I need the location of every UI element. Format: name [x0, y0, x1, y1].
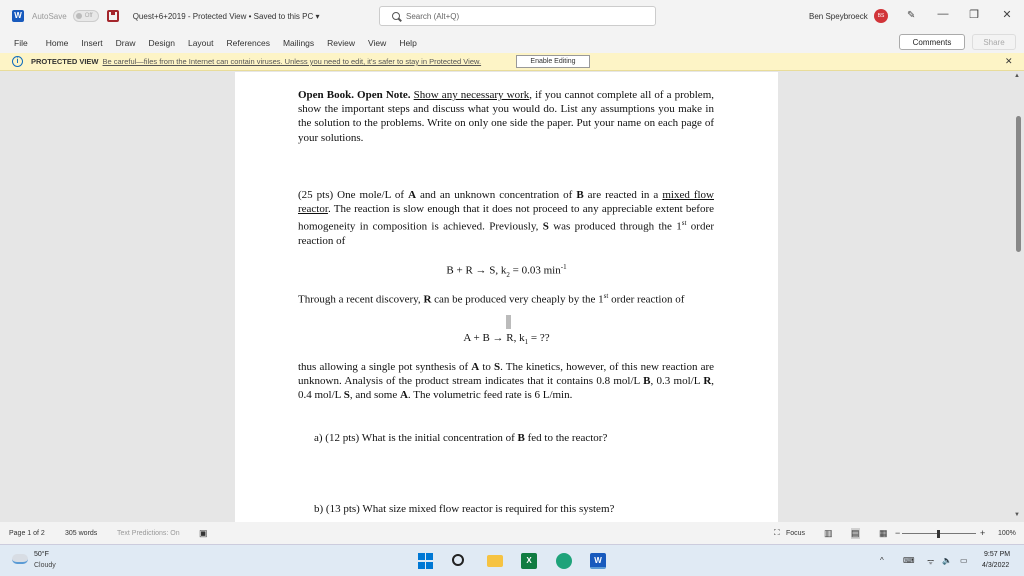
battery-icon[interactable]: ▭	[960, 556, 968, 565]
tab-home[interactable]: Home	[45, 37, 69, 48]
text-run: order reaction of	[608, 293, 685, 306]
text-run: are reacted in a	[583, 189, 663, 201]
tab-design[interactable]: Design	[148, 37, 175, 48]
question-a	[314, 431, 714, 445]
text-run: can be produced very cheaply by the 1	[431, 293, 604, 306]
taskbar	[0, 544, 1024, 576]
text-run: and an unknown concentration of	[416, 189, 577, 201]
avatar[interactable]: BS	[874, 9, 888, 23]
equation-2	[235, 331, 778, 349]
keyboard-icon[interactable]: ⌨	[903, 556, 915, 565]
comments-label: Comments	[912, 37, 952, 47]
subscript: 1	[524, 338, 529, 347]
scrollbar-thumb[interactable]	[1016, 116, 1021, 252]
superscript: st	[681, 219, 687, 228]
tab-view[interactable]: View	[368, 37, 387, 48]
species-r: R	[423, 293, 432, 306]
text-run: , and some	[349, 389, 400, 402]
equation-text: B + R → S, k	[446, 264, 507, 277]
species-a: A	[471, 361, 480, 373]
pen-icon[interactable]: ✎	[907, 10, 916, 21]
search-input[interactable]	[379, 6, 656, 26]
chevron-up-icon[interactable]: ^	[880, 556, 884, 565]
close-icon[interactable]: ✕	[1005, 56, 1013, 66]
instructions-bold: Open Book. Open Note.	[298, 89, 411, 101]
protected-view-bar	[0, 53, 1024, 71]
text-run: a) (12 pts) What is the initial concentration of	[314, 432, 518, 444]
zoom-out-button[interactable]: −	[895, 528, 901, 538]
autosave-toggle[interactable]	[73, 10, 99, 22]
volume-icon[interactable]: 🔈	[942, 556, 952, 565]
search-icon	[392, 12, 400, 20]
equation-text: = 0.03 min	[509, 264, 561, 277]
tab-file[interactable]: File	[14, 37, 28, 48]
text-run: , 0.3 mol/L	[650, 375, 704, 388]
cloud-icon[interactable]	[12, 554, 28, 564]
autosave-label: AutoSave	[32, 11, 67, 21]
text-run: (25 pts) One mole/L of	[298, 189, 409, 201]
tab-help[interactable]: Help	[399, 37, 417, 48]
excel-icon[interactable]: X	[521, 553, 537, 569]
species-a: A	[399, 389, 408, 402]
scroll-down-icon[interactable]: ▼	[1014, 512, 1020, 518]
zoom-slider-knob[interactable]	[937, 530, 940, 538]
word-taskbar-icon[interactable]: W	[590, 553, 606, 569]
enable-editing-button[interactable]: Enable Editing	[516, 55, 590, 68]
species-b: B	[517, 432, 525, 444]
instructions-text: , if you cannot complete all of a problem, show the important steps and discuss what you would do. List any assumptions you make in the solution to the problems. Write on only one side the paper. Put your name on each page of your solutions.	[298, 89, 714, 144]
tab-draw[interactable]: Draw	[115, 37, 136, 48]
superscript: -1	[560, 263, 567, 271]
tab-review[interactable]: Review	[327, 37, 356, 48]
minimize-button[interactable]: —	[937, 8, 949, 20]
search-placeholder: Search (Alt+Q)	[406, 11, 460, 21]
taskbar-search-icon[interactable]	[452, 554, 464, 566]
question-b: b) (13 pts) What size mixed flow reactor is required for this system?	[314, 503, 615, 515]
ribbon-tabs	[0, 32, 1024, 53]
info-icon: i	[12, 56, 23, 67]
windows-start-icon[interactable]	[418, 553, 434, 569]
document-page[interactable]	[235, 72, 778, 522]
text-run: was produced through the 1	[548, 221, 682, 234]
equation-1	[235, 260, 778, 282]
protected-view-message[interactable]: Be careful—files from the Internet can contain viruses. Unless you need to edit, it's safer to stay in Protected View.	[102, 57, 482, 66]
mixed-flow-reactor-text: mixed flow reactor	[298, 189, 714, 216]
text-run: , 0.4 mol/L	[298, 375, 715, 402]
status-bar	[0, 522, 1024, 544]
instructions-underlined: Show any necessary work	[413, 89, 530, 101]
autosave-state: Off	[84, 13, 93, 19]
text-cursor	[506, 315, 511, 329]
problem-paragraph	[298, 188, 714, 248]
text-run: . The kinetics, however, of this new reaction are unknown. Analysis of the product stream indicates that it contains 0.8 mol/L	[298, 361, 715, 388]
zoom-in-button[interactable]: +	[980, 528, 986, 538]
close-button[interactable]: ✕	[1002, 9, 1012, 21]
user-name[interactable]: Ben Speybroeck	[809, 12, 868, 21]
species-r: R	[703, 375, 712, 388]
restore-button[interactable]: ❐	[969, 9, 979, 21]
species-s: S	[343, 389, 350, 402]
protected-view-label: PROTECTED VIEW	[31, 57, 99, 66]
tab-mailings[interactable]: Mailings	[282, 37, 315, 48]
superscript: st	[603, 292, 609, 300]
species-b: B	[576, 189, 584, 201]
edge-icon[interactable]	[556, 553, 572, 569]
text-run: order reaction of	[298, 221, 714, 248]
text-run: thus allowing a single pot synthesis of	[298, 361, 472, 373]
text-run: Through a recent discovery,	[298, 293, 424, 306]
weather-temp[interactable]: 50°F	[34, 551, 49, 558]
species-s: S	[542, 221, 549, 234]
share-label: Share	[983, 37, 1005, 47]
word-count[interactable]: 305 words	[65, 530, 98, 537]
document-title[interactable]: Quest+6+2019 - Protected View • Saved to this PC ▾	[132, 11, 320, 21]
wifi-icon[interactable]: ᯤ	[927, 557, 935, 566]
focus-icon[interactable]: ⛶	[774, 528, 780, 537]
clock-time[interactable]: 9:57 PM	[984, 551, 1011, 558]
equation-text: A + B → R, k	[463, 332, 525, 344]
tab-layout[interactable]: Layout	[187, 37, 214, 48]
discovery-paragraph	[298, 289, 714, 307]
text-run: to	[479, 361, 495, 373]
file-explorer-icon[interactable]	[487, 555, 503, 567]
share-button[interactable]	[972, 34, 1016, 50]
equation-text: = ??	[528, 332, 550, 344]
text-run: . The reaction is slow enough that it does not proceed to any appreciable extent before homogeneity in composition is achieved. Previously,	[298, 203, 714, 234]
clock-date[interactable]: 4/3/2022	[982, 562, 1010, 569]
weather-condition[interactable]: Cloudy	[34, 562, 56, 569]
text-predictions[interactable]: Text Predictions: On	[117, 530, 180, 537]
zoom-level[interactable]: 100%	[998, 530, 1016, 537]
comments-button[interactable]	[899, 34, 965, 50]
subscript: 2	[506, 270, 510, 279]
scroll-up-icon[interactable]: ▲	[1014, 73, 1020, 79]
save-icon[interactable]	[107, 10, 119, 22]
tab-insert[interactable]: Insert	[81, 37, 103, 48]
species-a: A	[408, 189, 417, 201]
word-app-icon: W	[12, 10, 24, 22]
focus-button[interactable]: Focus	[786, 530, 806, 537]
instructions-paragraph	[298, 88, 714, 145]
kinetics-paragraph	[298, 360, 714, 403]
print-layout-icon[interactable]: ▤	[851, 528, 860, 538]
species-s: S	[494, 361, 501, 373]
tab-references[interactable]: References	[226, 37, 270, 48]
page-count[interactable]: Page 1 of 2	[9, 530, 45, 537]
text-run: fed to the reactor?	[524, 432, 608, 444]
species-b: B	[643, 375, 651, 388]
accessibility-icon[interactable]: ▣	[199, 528, 208, 538]
web-layout-icon[interactable]: ▦	[879, 528, 888, 538]
read-mode-icon[interactable]: ▥	[824, 528, 833, 538]
text-run: . The volumetric feed rate is 6 L/min.	[407, 389, 573, 402]
